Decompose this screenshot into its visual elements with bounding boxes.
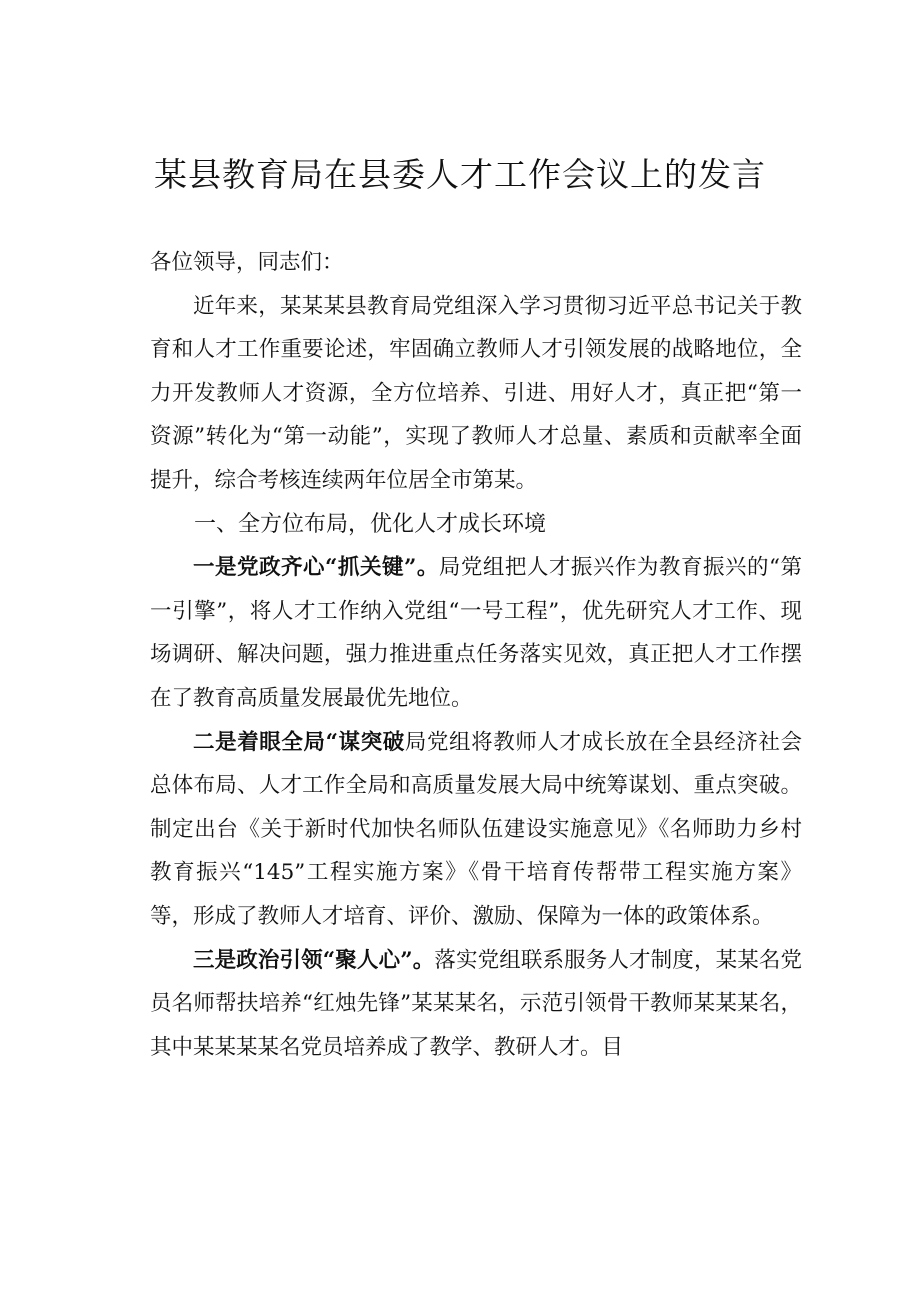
- point-text: 局党组将教师人才成长放在全县经济社会总体布局、人才工作全局和高质量发展大局中统筹谋划、重点突破。制定出台《关于新时代加快名师队伍建设实施意见》《名师助力乡村教育振兴“145”工程实施方案》《骨干培育传帮带工程实施方案》等，形成了教师人才培育、评价、激励、保障为一体的政策体系。: [150, 729, 802, 929]
- point-text: 局党组把人才振兴作为教育振兴的“第一引擎”，将人才工作纳入党组“一号工程”，优先研究人才工作、现场调研、解决问题，强力推进重点任务落实见效，真正把人才工作摆在了教育高质量发展最优先地位。: [150, 555, 802, 711]
- document-body: [150, 241, 802, 1069]
- document-title: 某县教育局在县委人才工作会议上的发言: [154, 155, 766, 194]
- point-lead: 三是政治引领“聚人心”。: [193, 947, 435, 973]
- point-paragraph-1: [150, 546, 802, 720]
- point-lead: 二是着眼全局“谋突破: [193, 729, 405, 755]
- salutation: 各位领导，同志们：: [150, 250, 344, 275]
- section-heading: 一、全方位布局，优化人才成长环境: [194, 511, 547, 537]
- point-lead: 一是党政齐心“抓关键”。: [193, 555, 439, 581]
- point-paragraph-3: [150, 939, 802, 1070]
- point-paragraph-2: [150, 721, 802, 939]
- intro-paragraph: 近年来，某某某县教育局党组深入学习贯彻习近平总书记关于教育和人才工作重要论述，牢固确立教师人才引领发展的战略地位，全力开发教师人才资源，全方位培养、引进、用好人才，真正把“第一资源”转化为“第一动能”，实现了教师人才总量、素质和贡献率全面提升，综合考核连续两年位居全市第某。: [150, 293, 802, 493]
- point-text: 落实党组联系服务人才制度，某某名党员名师帮扶培养“红烛先锋”某某某名，示范引领骨干教师某某某名，其中某某某某名党员培养成了教学、教研人才。目: [150, 947, 802, 1060]
